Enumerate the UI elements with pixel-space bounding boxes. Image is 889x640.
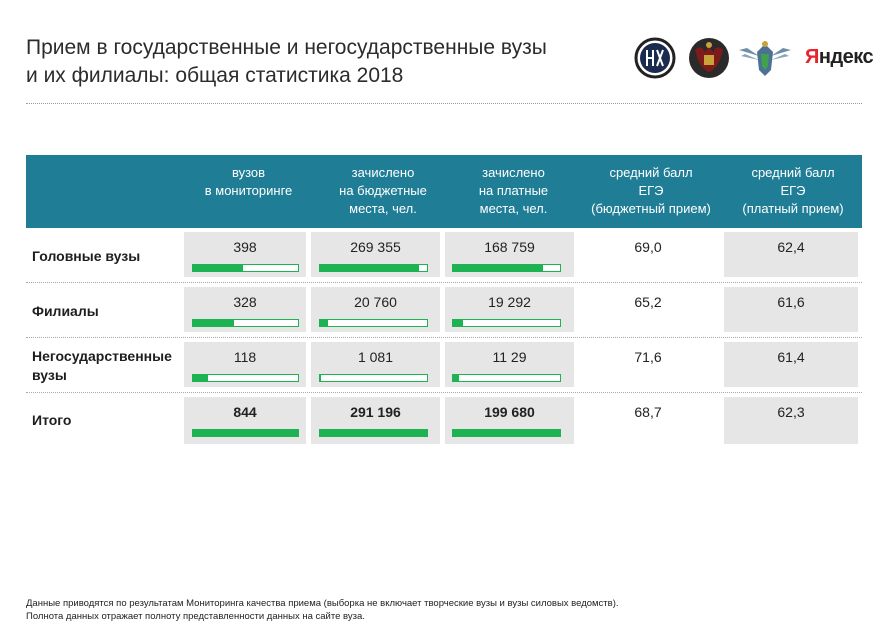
- table-cell: [724, 287, 858, 332]
- header-line: средний балл: [751, 165, 835, 180]
- header-line: вузов: [231, 165, 266, 180]
- logos-bar: [633, 36, 874, 80]
- row-label-text: Негосударственные: [32, 348, 172, 364]
- bar-track: [319, 264, 428, 272]
- yandex-logo: [805, 46, 873, 69]
- title-divider: [26, 103, 862, 104]
- cell-value: 118: [233, 349, 257, 365]
- cell-value: 291 196: [350, 404, 401, 420]
- table-cell: [445, 342, 574, 387]
- cell-value: 1 081: [357, 349, 394, 365]
- russian-coat-of-arms-icon: [687, 36, 731, 80]
- page-title: [26, 34, 626, 90]
- bar-track: [192, 319, 299, 327]
- bar-fill: [320, 265, 419, 271]
- row-label-branches: [32, 302, 99, 321]
- cell-value: 61,6: [777, 294, 805, 310]
- cell-value: 69,0: [634, 239, 662, 255]
- bar-fill: [453, 375, 459, 381]
- header-line: в мониторинге: [204, 183, 293, 198]
- yandex-logo-first-letter: Я: [805, 46, 819, 68]
- header-line: места, чел.: [479, 201, 548, 216]
- header-line: (бюджетный прием): [591, 201, 711, 216]
- row-divider: [26, 337, 862, 338]
- header-paid: [451, 164, 576, 218]
- bar-fill: [320, 430, 427, 436]
- header-score-budget: [579, 164, 723, 218]
- bar-track: [452, 264, 561, 272]
- cell-value: 62,3: [777, 404, 805, 420]
- table-header: [26, 155, 862, 228]
- table-cell: [184, 397, 306, 444]
- header-line: зачислено: [351, 165, 415, 180]
- bar-fill: [453, 320, 463, 326]
- header-line: зачислено: [482, 165, 545, 180]
- cell-value: 11 29: [492, 349, 527, 365]
- table-cell: [311, 232, 440, 277]
- footnote-line: Полнота данных отражает полноту представленности данных на сайте вуза.: [26, 611, 365, 622]
- table-cell: [445, 397, 574, 444]
- table-cell: [311, 287, 440, 332]
- row-label-text: Головные вузы: [32, 248, 141, 264]
- bar-track: [452, 319, 561, 327]
- cell-value: 844: [233, 404, 257, 420]
- header-budget: [318, 164, 448, 218]
- row-divider: [26, 282, 862, 283]
- row-divider: [26, 392, 862, 393]
- cell-value: 71,6: [634, 349, 662, 365]
- header-line: на бюджетные: [339, 183, 427, 198]
- bar-fill: [193, 265, 243, 271]
- bar-fill: [453, 265, 543, 271]
- table-cell: [445, 232, 574, 277]
- cell-value: 168 759: [484, 239, 535, 255]
- yandex-logo-rest: ндекс: [818, 46, 874, 68]
- row-label-private-universities: [32, 347, 172, 385]
- bar-track: [192, 374, 299, 382]
- bar-fill: [320, 320, 328, 326]
- bar-track: [452, 429, 561, 437]
- row-label-text: Филиалы: [32, 303, 99, 319]
- cell-value: 68,7: [634, 404, 662, 420]
- header-line: места, чел.: [349, 201, 417, 216]
- footnote-line: Данные приводятся по результатам Мониторинга качества приема (выборка не включает творческие вузы и вузы силовых ведомств).: [26, 598, 619, 609]
- bar-track: [319, 319, 428, 327]
- cell-value: 61,4: [777, 349, 805, 365]
- title-line-1: Прием в государственные и негосударственные вузы: [26, 36, 547, 59]
- cell-value: 199 680: [484, 404, 535, 420]
- cell-value: 269 355: [350, 239, 401, 255]
- bar-track: [319, 374, 428, 382]
- cell-value: 65,2: [634, 294, 662, 310]
- header-line: средний балл: [609, 165, 693, 180]
- header-line: ЕГЭ: [780, 183, 806, 198]
- row-label-main-universities: [32, 247, 140, 266]
- row-label-text: вузы: [32, 367, 67, 383]
- bar-fill: [193, 430, 298, 436]
- cell-value: 328: [233, 294, 257, 310]
- row-label-text: Итого: [32, 412, 72, 428]
- bar-fill: [193, 320, 234, 326]
- footnote: [26, 597, 619, 623]
- rosobrnadzor-logo-icon: [737, 36, 793, 80]
- hse-logo-icon: [633, 36, 677, 80]
- table-cell: [311, 397, 440, 444]
- table-cell: [445, 287, 574, 332]
- table-cell: [184, 232, 306, 277]
- header-score-paid: [726, 164, 860, 218]
- cell-value: 398: [233, 239, 257, 255]
- header-line: (платный прием): [742, 201, 844, 216]
- row-label-total: [32, 411, 71, 430]
- cell-value: 62,4: [777, 239, 805, 255]
- table-cell: [724, 397, 858, 444]
- table-cell: [184, 287, 306, 332]
- cell-value: 20 760: [354, 294, 397, 310]
- cell-value: 19 292: [488, 294, 531, 310]
- bar-track: [192, 264, 299, 272]
- header-line: ЕГЭ: [638, 183, 664, 198]
- bar-fill: [453, 430, 560, 436]
- table-cell: [724, 232, 858, 277]
- bar-track: [319, 429, 428, 437]
- bar-track: [452, 374, 561, 382]
- table-cell: [311, 342, 440, 387]
- table-cell: [184, 342, 306, 387]
- table-cell: [724, 342, 858, 387]
- bar-track: [192, 429, 299, 437]
- header-universities: [186, 164, 311, 200]
- bar-fill: [193, 375, 208, 381]
- header-line: на платные: [478, 183, 549, 198]
- title-line-2: и их филиалы: общая статистика 2018: [26, 64, 404, 87]
